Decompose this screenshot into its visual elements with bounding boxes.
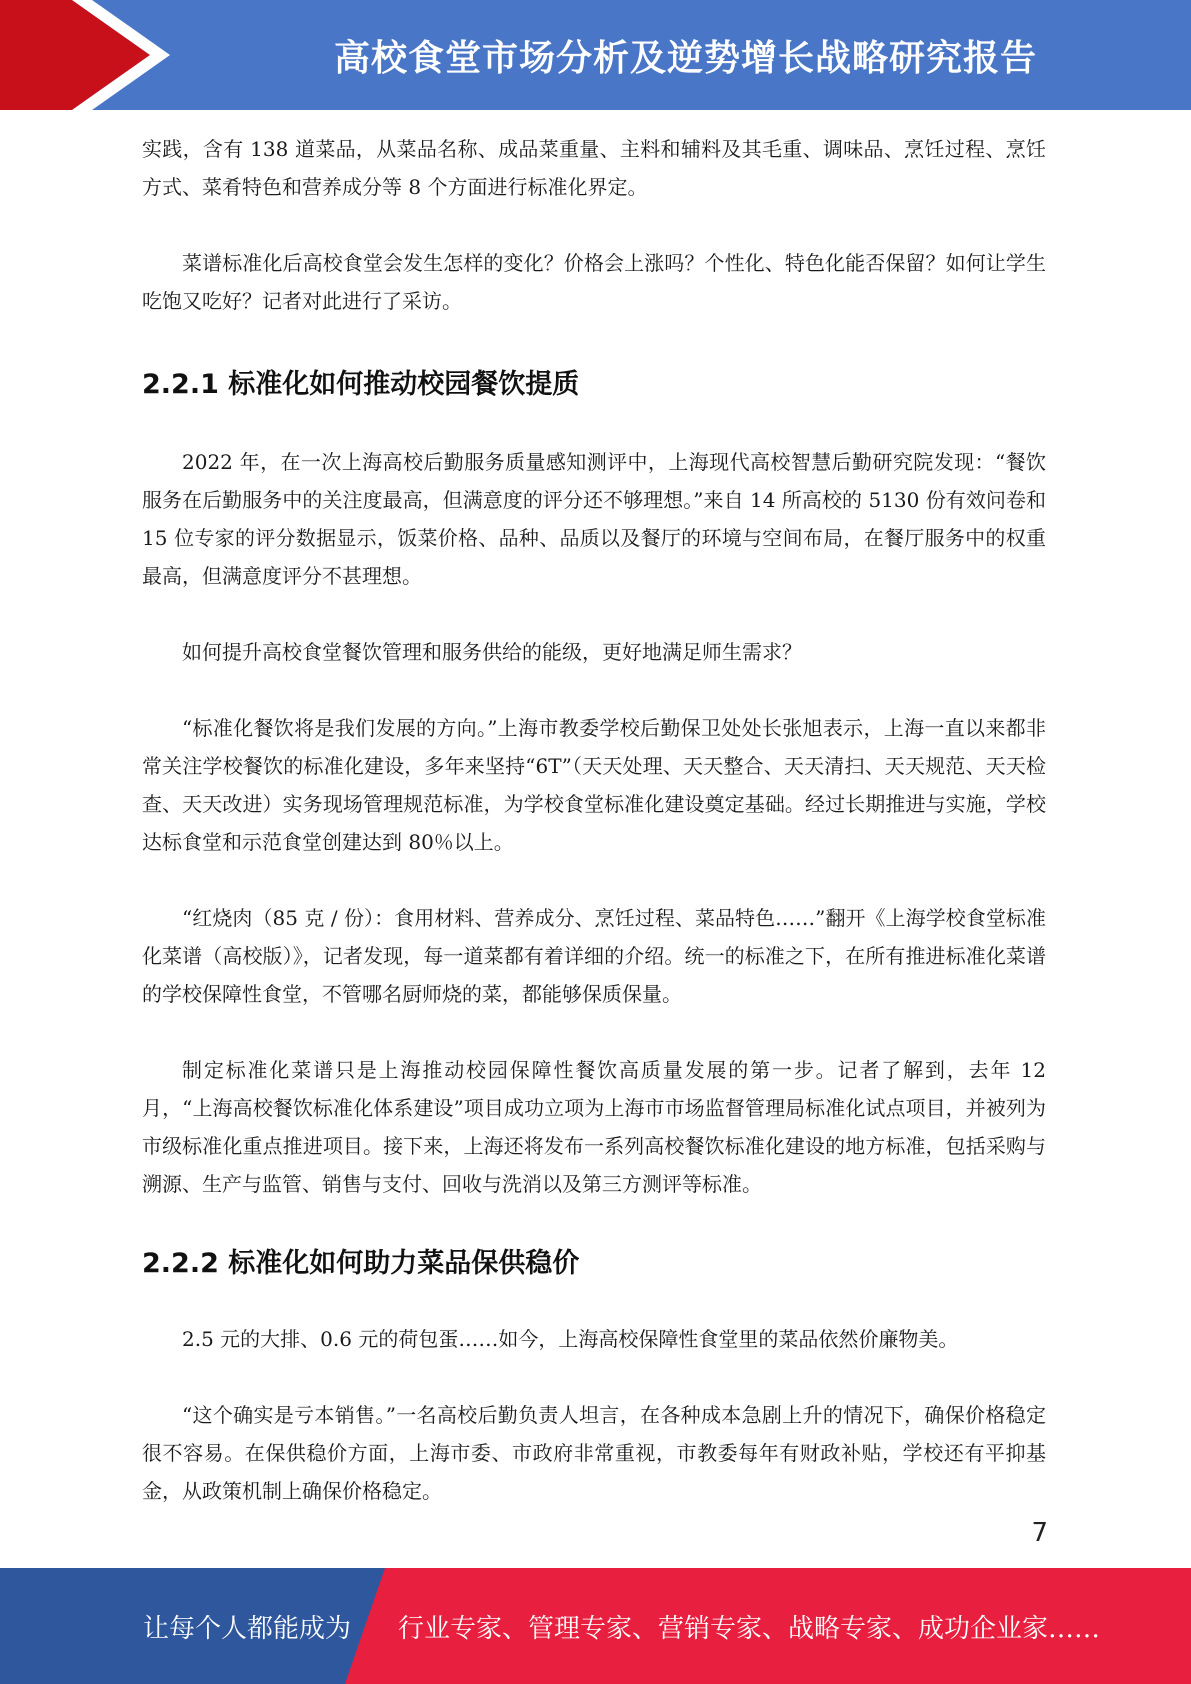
page-header bbox=[0, 0, 1191, 110]
paragraph-1: 实践，含有 138 道菜品，从菜品名称、成品菜重量、主料和辅料及其毛重、调味品、烹饪过程、烹饪方式、菜肴特色和营养成分等 8 个方面进行标准化界定。 bbox=[142, 137, 1046, 199]
page-footer bbox=[0, 1568, 1191, 1684]
paragraph-7: 制定标准化菜谱只是上海推动校园保障性餐饮高质量发展的第一步。记者了解到，去年 12 月，“上海高校餐饮标准化体系建设”项目成功立项为上海市市场监督管理局标准化试点项目，并被列为市级标准化重点推进项目。接下来，上海还将发布一系列高校餐饮标准化建设的地方标准，包括采购与溯源、生产与监管、销售与支付、回收与洗消以及第三方测评等标准。 bbox=[142, 1058, 1046, 1196]
paragraph-6: “红烧肉（85 克 / 份）：食用材料、营养成分、烹饪过程、菜品特色……”翻开《上海学校食堂标准化菜谱（高校版）》，记者发现，每一道菜都有着详细的介绍。统一的标准之下，在所有推进标准化菜谱的学校保障性食堂，不管哪名厨师烧的菜，都能够保质保量。 bbox=[142, 906, 1046, 1006]
paragraph-3: 2022 年，在一次上海高校后勤服务质量感知测评中，上海现代高校智慧后勤研究院发现：“餐饮服务在后勤服务中的关注度最高，但满意度的评分还不够理想。”来自 14 所高校的 5130 份有效问卷和 15 位专家的评分数据显示，饭菜价格、品种、品质以及餐厅的环境与空间布局，在餐厅服务中的权重最高，但满意度评分不甚理想。 bbox=[142, 450, 1046, 588]
section-heading-2-2-1: 2.2.1 标准化如何推动校园餐饮提质 bbox=[142, 369, 580, 400]
paragraph-4: 如何提升高校食堂餐饮管理和服务供给的能级，更好地满足师生需求？ bbox=[182, 640, 802, 664]
paragraph-8: 2.5 元的大排、0.6 元的荷包蛋……如今，上海高校保障性食堂里的菜品依然价廉物美。 bbox=[182, 1327, 959, 1351]
footer-slogan-left: 让每个人都能成为 bbox=[143, 1613, 352, 1644]
page-number: 7 bbox=[1031, 1518, 1048, 1548]
paragraph-9: “这个确实是亏本销售。”一名高校后勤负责人坦言，在各种成本急剧上升的情况下，确保价格稳定很不容易。在保供稳价方面，上海市委、市政府非常重视，市教委每年有财政补贴，学校还有平抑基金，从政策机制上确保价格稳定。 bbox=[142, 1403, 1046, 1503]
section-heading-2-2-2: 2.2.2 标准化如何助力菜品保供稳价 bbox=[142, 1248, 580, 1279]
header-arrow-decoration bbox=[0, 0, 200, 110]
paragraph-2: 菜谱标准化后高校食堂会发生怎样的变化？价格会上涨吗？个性化、特色化能否保留？如何让学生吃饱又吃好？记者对此进行了采访。 bbox=[142, 251, 1046, 313]
report-title: 高校食堂市场分析及逆势增长战略研究报告 bbox=[333, 37, 1037, 79]
footer-slogan-right: 行业专家、管理专家、营销专家、战略专家、成功企业家…… bbox=[398, 1613, 1101, 1644]
paragraph-5: “标准化餐饮将是我们发展的方向。”上海市教委学校后勤保卫处处长张旭表示，上海一直以来都非常关注学校餐饮的标准化建设，多年来坚持“6T”（天天处理、天天整合、天天清扫、天天规范、天天检查、天天改进）实务现场管理规范标准，为学校食堂标准化建设奠定基础。经过长期推进与实施，学校达标食堂和示范食堂创建达到 80％以上。 bbox=[142, 716, 1046, 854]
page-content bbox=[142, 130, 1046, 1510]
